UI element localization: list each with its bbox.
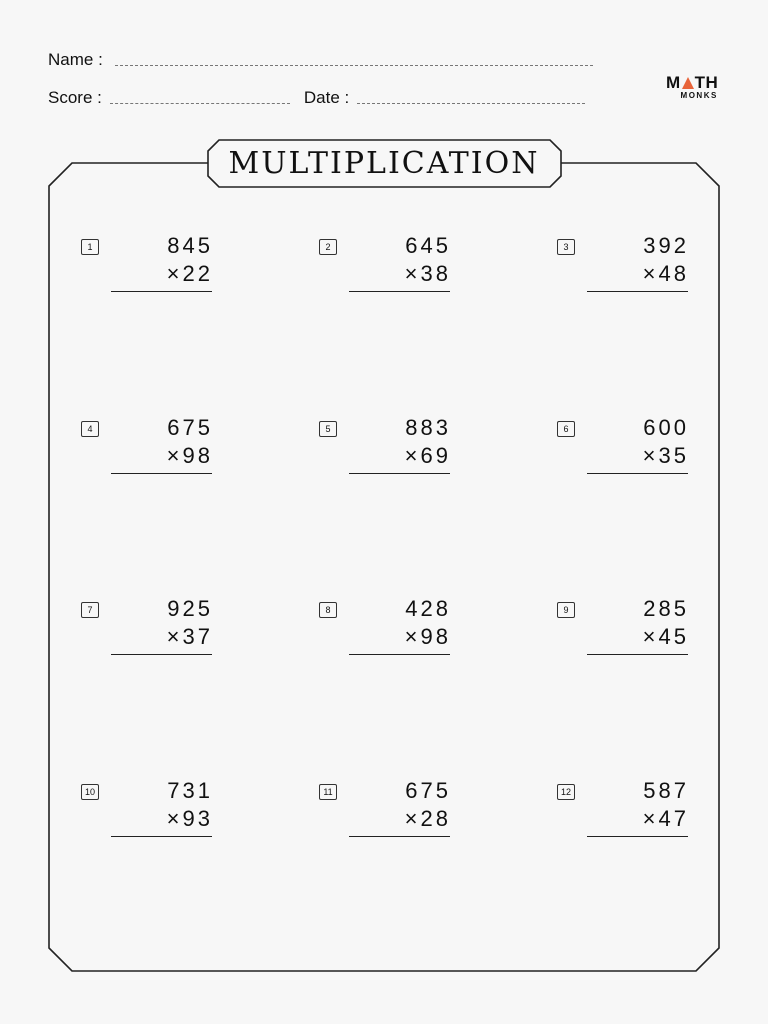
problem-item bbox=[557, 235, 707, 315]
multiplier: ×98 bbox=[404, 624, 451, 649]
problem-number: 5 bbox=[319, 421, 337, 437]
problem-number: 10 bbox=[81, 784, 99, 800]
multiplier: ×38 bbox=[404, 261, 451, 286]
multiplicand: 883 bbox=[405, 415, 451, 440]
problem-item bbox=[319, 598, 469, 678]
name-label: Name : bbox=[48, 50, 103, 69]
problem-number: 6 bbox=[557, 421, 575, 437]
multiplicand: 845 bbox=[167, 233, 213, 258]
multiplicand: 587 bbox=[643, 778, 689, 803]
answer-line[interactable] bbox=[587, 836, 688, 837]
multiplier: ×45 bbox=[642, 624, 689, 649]
multiplier: ×22 bbox=[166, 261, 213, 286]
multiplier: ×47 bbox=[642, 806, 689, 831]
problem-item bbox=[319, 417, 469, 497]
multiplicand: 428 bbox=[405, 596, 451, 621]
logo-letters-th: TH bbox=[694, 73, 719, 92]
answer-line[interactable] bbox=[349, 291, 450, 292]
multiplier: ×37 bbox=[166, 624, 213, 649]
answer-line[interactable] bbox=[587, 654, 688, 655]
multiplicand: 675 bbox=[405, 778, 451, 803]
answer-line[interactable] bbox=[349, 836, 450, 837]
multiplier: ×28 bbox=[404, 806, 451, 831]
multiplier: ×48 bbox=[642, 261, 689, 286]
answer-line[interactable] bbox=[111, 836, 212, 837]
problem-item bbox=[81, 235, 231, 315]
problem-number: 11 bbox=[319, 784, 337, 800]
answer-line[interactable] bbox=[587, 473, 688, 474]
worksheet-title: MULTIPLICATION bbox=[228, 145, 540, 181]
answer-line[interactable] bbox=[111, 654, 212, 655]
problem-item bbox=[557, 598, 707, 678]
date-label: Date : bbox=[303, 88, 350, 107]
problem-item bbox=[81, 598, 231, 678]
multiplicand: 600 bbox=[643, 415, 689, 440]
answer-line[interactable] bbox=[111, 291, 212, 292]
multiplicand: 675 bbox=[167, 415, 213, 440]
problem-item bbox=[557, 780, 707, 860]
multiplicand: 731 bbox=[167, 778, 213, 803]
multiplier: ×98 bbox=[166, 443, 213, 468]
problem-number: 1 bbox=[81, 239, 99, 255]
problem-item bbox=[319, 235, 469, 315]
problem-item bbox=[319, 780, 469, 860]
problem-number: 8 bbox=[319, 602, 337, 618]
problem-number: 7 bbox=[81, 602, 99, 618]
problem-item bbox=[81, 780, 231, 860]
problem-number: 3 bbox=[557, 239, 575, 255]
logo-letter-m: M bbox=[666, 73, 681, 92]
problem-number: 12 bbox=[557, 784, 575, 800]
problem-item bbox=[557, 417, 707, 497]
multiplicand: 925 bbox=[167, 596, 213, 621]
answer-line[interactable] bbox=[587, 291, 688, 292]
problem-number: 4 bbox=[81, 421, 99, 437]
multiplier: ×93 bbox=[166, 806, 213, 831]
answer-line[interactable] bbox=[111, 473, 212, 474]
multiplicand: 285 bbox=[643, 596, 689, 621]
multiplier: ×35 bbox=[642, 443, 689, 468]
problem-item bbox=[81, 417, 231, 497]
multiplicand: 645 bbox=[405, 233, 451, 258]
answer-line[interactable] bbox=[349, 473, 450, 474]
multiplicand: 392 bbox=[643, 233, 689, 258]
problem-number: 2 bbox=[319, 239, 337, 255]
multiplier: ×69 bbox=[404, 443, 451, 468]
score-label: Score : bbox=[48, 88, 102, 107]
problem-number: 9 bbox=[557, 602, 575, 618]
answer-line[interactable] bbox=[349, 654, 450, 655]
logo-subtitle: MONKS bbox=[680, 91, 718, 100]
